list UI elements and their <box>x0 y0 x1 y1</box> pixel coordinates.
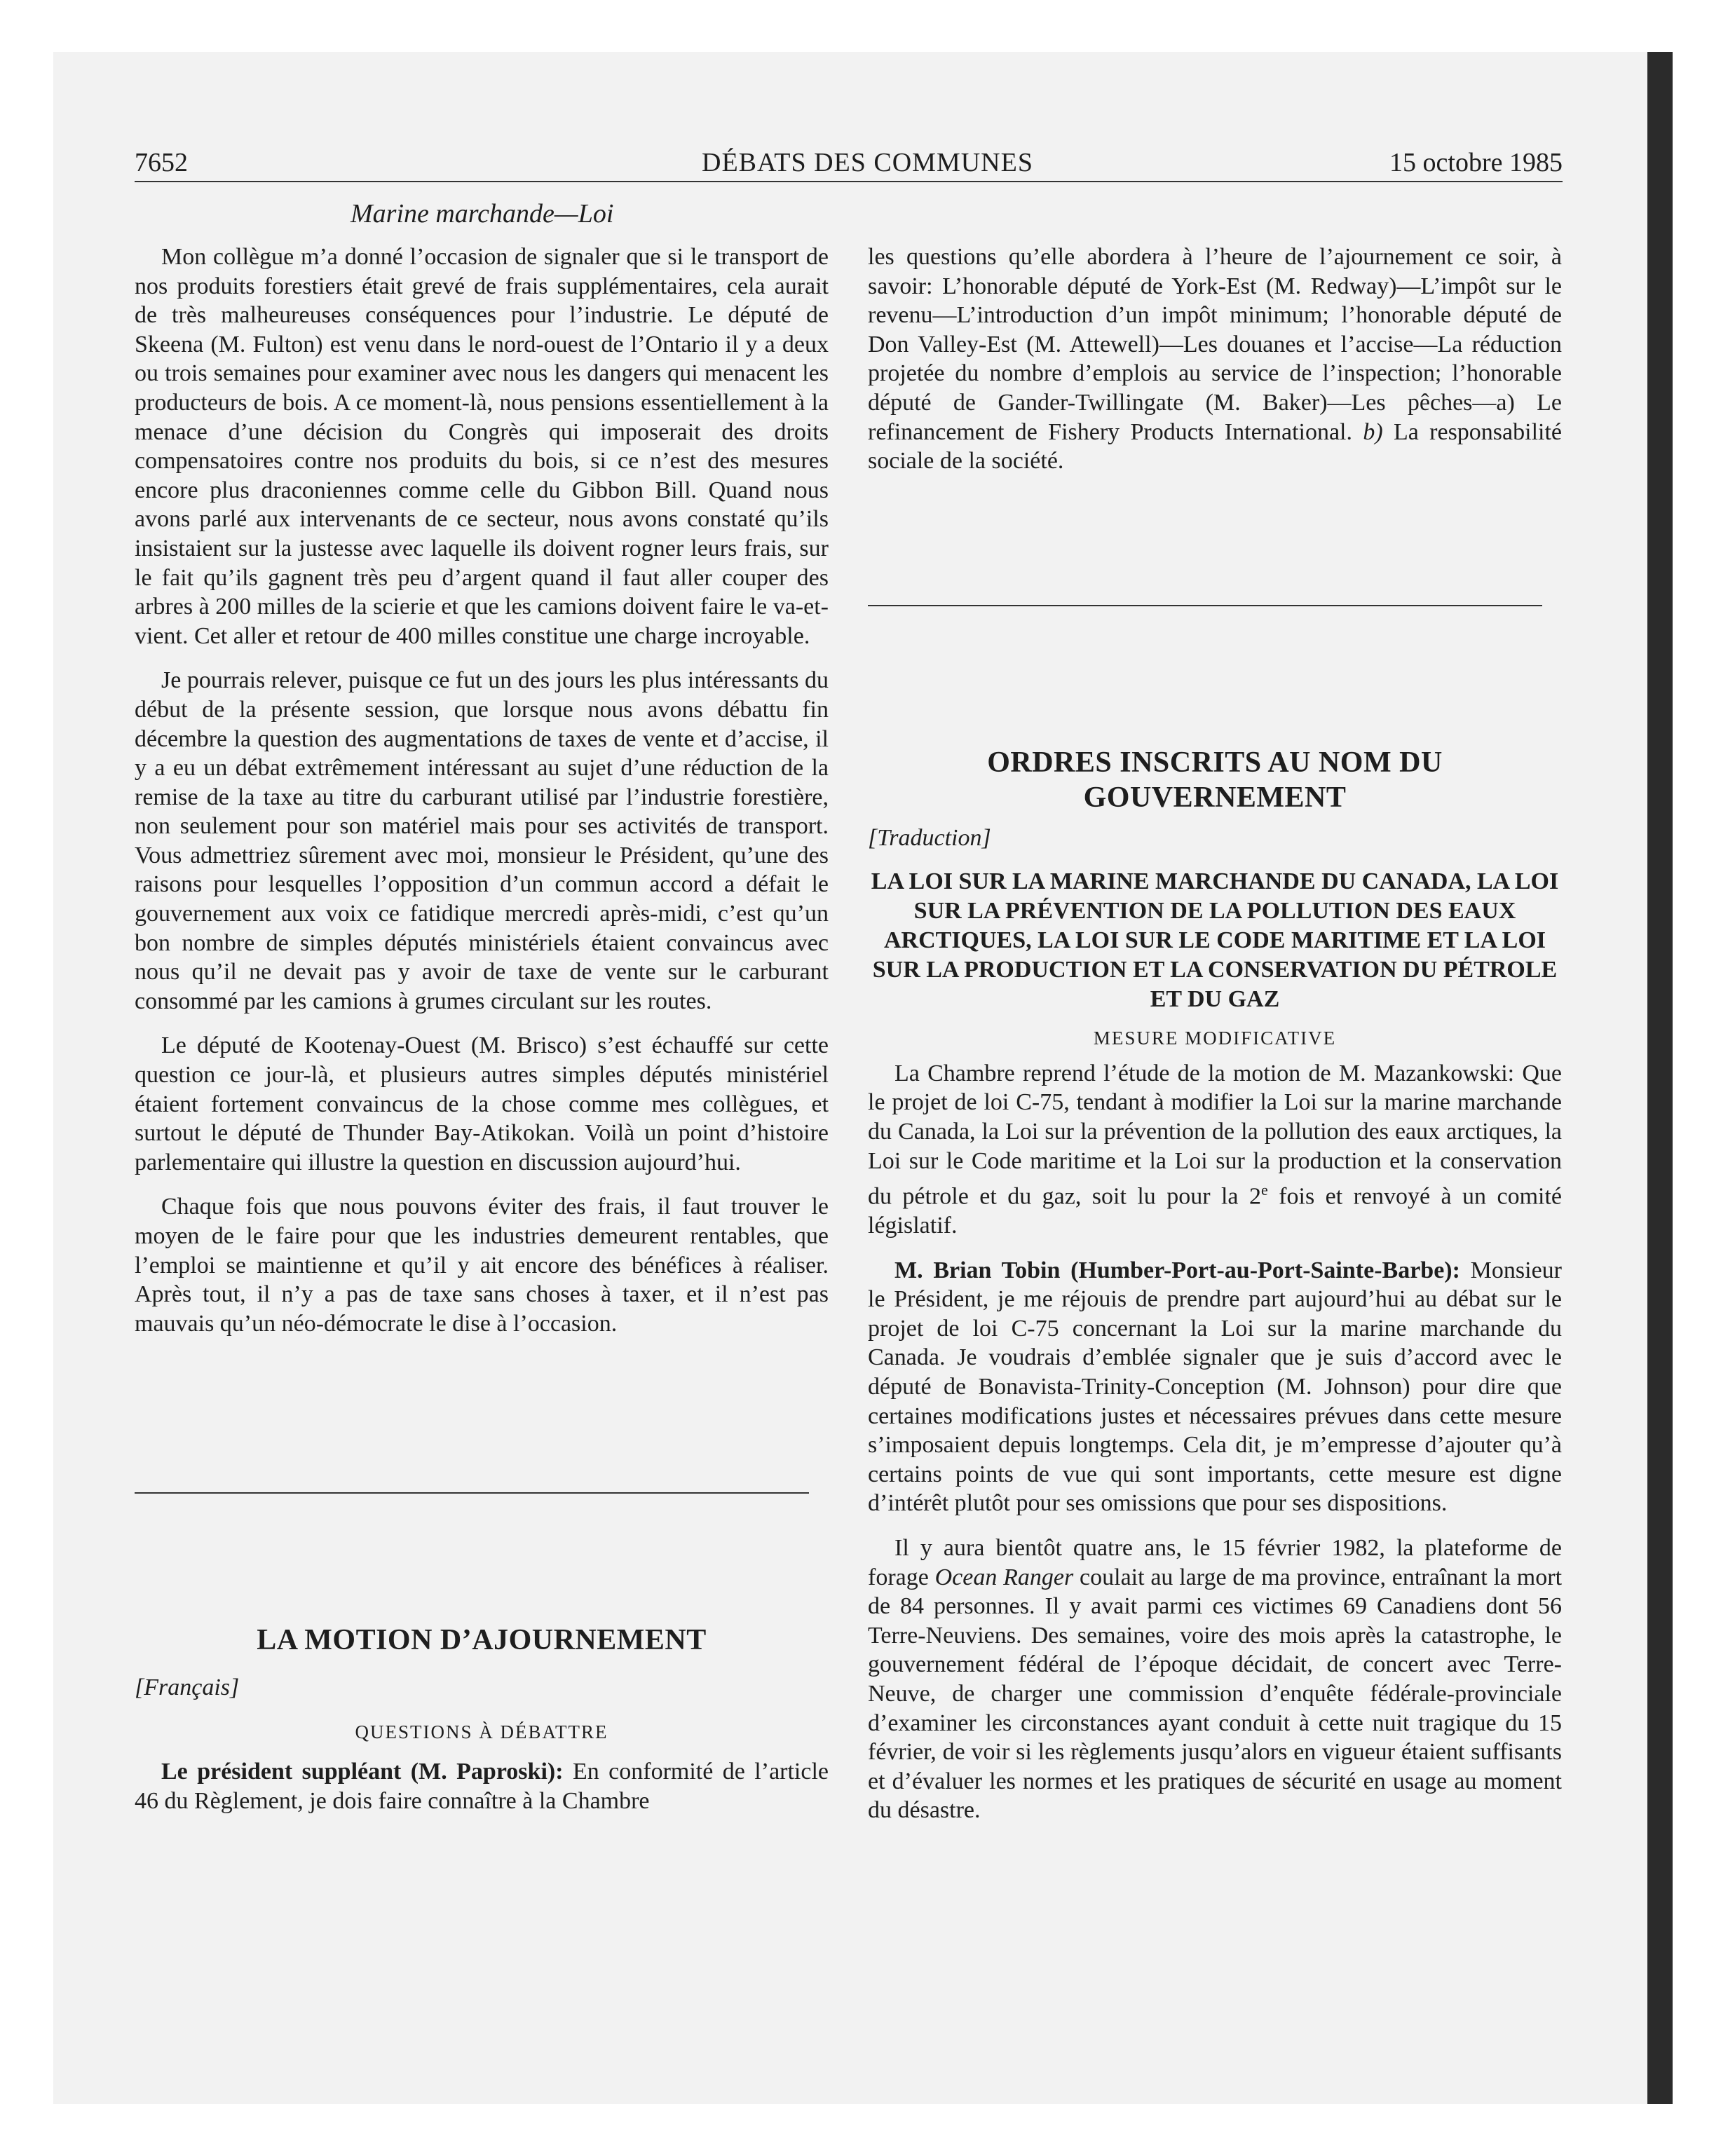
subheading-questions: QUESTIONS À DÉBATTRE <box>355 1721 608 1743</box>
subheading-amending-measure: MESURE MODIFICATIVE <box>1093 1027 1337 1049</box>
paragraph: Il y aura bientôt quatre ans, le 15 février 1982, la plateforme de forage Ocean Ranger coulait au large de ma province, entraînant la mort de 84 personnes. Il y avait parmi ces victimes 69 Canadiens dont 56 Terre-Neuviens. Des semaines, voire des mois après la catastrophe, le gouvernement fédéral de l’époque décidait, de concert avec Terre-Neuve, de charger une commission d’enquête fédérale-provinciale d’examiner les circonstances ayant conduit à cette nuit tragique du 15 février, de voir si les règlements jusqu’alors en vigueur étaient suffisants et d’évaluer les normes et les pratiques de sécurité en usage au moment du désastre. <box>868 1534 1563 1824</box>
paragraph: Je pourrais relever, puisque ce fut un des jours les plus intéressants du début de la présente session, que lorsque nous avons débattu fin décembre la question des augmentations de taxes de vente et d’accise, il y a eu un débat extrêmement intéressant au sujet d’une réduction de la remise de la taxe au titre du carburant utilisé par l’industrie forestière, non seulement pour son matériel mais pour ses activités de transport. Vous admettriez sûrement avec moi, monsieur le Président, qu’une des raisons pour lesquelles l’opposition d’un commun accord a défait le gouvernement aux voix ce fatidique mercredi après-midi, c’est qu’un bon nombre de simples députés ministériels étaient convaincus avec nous qu’il ne devait pas y avoir de taxe de vente sur le carburant consommé par les camions à grumes circulant sur les routes. <box>135 667 829 1014</box>
speaker-text: Monsieur le Président, je me réjouis de prendre part aujourd’hui au débat sur le projet de loi C-75 concernant la Loi sur la marine marchande du Canada. Je voudrais d’emblée signaler que je suis d’accord avec le député de Bonavista-Trinity-Conception (M. Johnson) pour dire que certaines modifications justes et nécessaires prévues dans cette mesure s’imposaient depuis longtemps. Cela dit, je m’empresse d’ajouter qu’à certains points de vue qui sont importants, cette mesure est digne d’intérêt plutôt pour ses omissions que pour ses dispositions. <box>868 1257 1562 1517</box>
paragraph-speaker <box>868 1256 1562 1518</box>
paragraph-continued: les questions qu’elle abordera à l’heure de l’ajournement ce soir, à savoir: L’honorable député de York-Est (M. Redway)—L’impôt sur le revenu—L’introduction d’un impôt minimum; l’honorable député de Don Valley-Est (M. Attewell)—Les douanes et l’accise—La réduction projetée du nombre d’emplois au service de l’inspection; l’honorable député de Gander-Twillingate (M. Baker)—Les pêches—a) Le refinancement de Fishery Products International. b) La responsabilité sociale de la société. <box>868 244 1562 475</box>
section-title-adjournment: LA MOTION D’AJOURNEMENT <box>257 1624 707 1657</box>
paragraph: Chaque fois que nous pouvons éviter des frais, il faut trouver le moyen de le faire pour que les industries demeurent rentables, que l’emploi se maintienne et qu’il y ait encore des bénéfices à réaliser. Après tout, il n’y a pas de taxe sans choses à taxer, et il n’est pas mauvais qu’un néo-démocrate le dise à l’occasion. <box>135 1194 829 1337</box>
section-divider <box>868 605 1542 606</box>
bill-title: LA LOI SUR LA MARINE MARCHANDE DU CANADA, LA LOI SUR LA PRÉVENTION DE LA POLLUTION DES EAUX ARCTIQUES, LA LOI SUR LE CODE MARITIME ET LA LOI SUR LA PRODUCTION ET LA CONSERVATION DU PÉTROLE ET DU GAZ <box>871 868 1559 1012</box>
paragraph: Mon collègue m’a donné l’occasion de signaler que si le transport de nos produits forestiers était grevé de frais supplémentaires, cela aurait de très malheureuses conséquences pour l’industrie. Le député de Skeena (M. Fulton) est venu dans le nord-ouest de l’Ontario il y a deux ou trois semaines pour examiner avec nous les dangers qui menacent les producteurs de bois. A ce moment-là, nous pensions essentiellement à la menace d’une décision du Congrès qui imposerait des droits compensatoires contre nos produits du bois, si ce n’est des mesures encore plus draconiennes comme celle du Gibbon Bill. Quand nous avons parlé aux intervenants de ce secteur, nous avons constaté qu’ils insistaient sur la justesse avec laquelle ils doivent rogner leurs frais, sur le fait qu’ils gagnent très peu d’argent quand il faut aller couper des arbres à 200 milles de la scierie et que les camions doivent faire le va-et-vient. Cet aller et retour de 400 milles constitue une charge incroyable. <box>135 244 829 649</box>
scan-spine-edge <box>1647 52 1673 2104</box>
section-divider <box>135 1492 809 1494</box>
right-column <box>868 243 1562 1825</box>
language-tag: [Traduction] <box>868 824 991 851</box>
speaker-name: M. Brian Tobin (Humber-Port-au-Port-Sainte-Barbe): <box>894 1257 1460 1283</box>
paragraph-speaker <box>135 1757 829 1815</box>
header-rule <box>135 181 1563 182</box>
paragraph: Le député de Kootenay-Ouest (M. Brisco) s’est échauffé sur cette question ce jour-là, et plusieurs autres simples députés ministériel étaient fortement convaincus de la chose comme mes collègues, et surtout le député de Thunder Bay-Atikokan. Voilà un point d’histoire parlementaire qui illustre la question en discussion aujourd’hui. <box>135 1032 829 1175</box>
paragraph: La Chambre reprend l’étude de la motion de M. Mazankowski: Que le projet de loi C-75, tendant à modifier la Loi sur la marine marchande du Canada, la Loi sur la prévention de la pollution des eaux arctiques, la Loi sur le Code maritime et la Loi sur la production et la conservation du pétrole et du gaz, soit lu pour la 2e fois et renvoyé à un comité législatif. <box>868 1060 1562 1239</box>
section-title-orders: ORDRES INSCRITS AU NOM DU GOUVERNEMENT <box>987 746 1443 814</box>
left-column <box>135 243 829 1816</box>
publication-title: DÉBATS DES COMMUNES <box>702 148 1033 177</box>
running-head: Marine marchande—Loi <box>351 199 614 228</box>
speaker-text: En conformité de l’article 46 du Règlement, je dois faire connaître à la Chambre <box>135 1759 829 1814</box>
language-tag: [Français] <box>135 1674 240 1701</box>
page-date: 15 octobre 1985 <box>1389 148 1563 177</box>
speaker-name: Le président suppléant (M. Paproski): <box>161 1759 564 1785</box>
page-number: 7652 <box>135 148 188 177</box>
